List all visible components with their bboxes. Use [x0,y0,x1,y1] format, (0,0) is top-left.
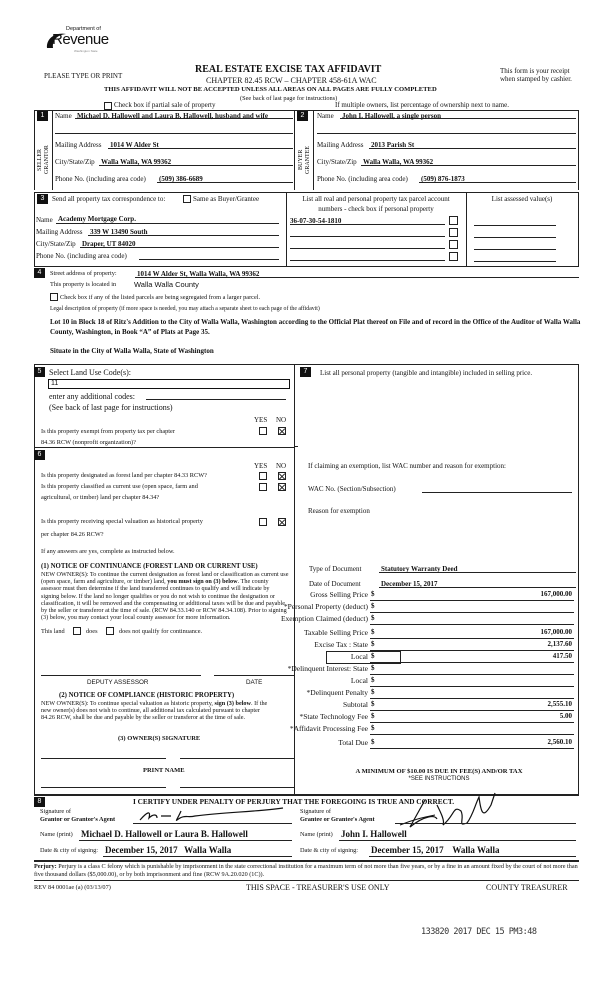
assessed-header: List assessed value(s) [491,195,553,203]
amount-field[interactable] [370,614,574,625]
wac-label: WAC No. (Section/Subsection) [308,485,396,493]
historic-no-checkbox-checked[interactable] [278,518,286,526]
notice-2-text: NEW OWNER(S): To continue special valuation as historic property, sign (3) below. If the new owner(s) does not wish to continue, all additional tax calculated pursuant to chapter 84.26 RCW, shall be due and payable by the seller or transferor at the time of sale. [41,700,268,722]
same-as-buyer-checkbox[interactable] [183,195,191,203]
currency-symbol: $ [371,590,375,598]
doc-type-label: Type of Document [309,565,362,573]
amount-label: Total Due [338,738,368,747]
logo-name: Revenue [52,31,109,48]
grantee-name-print[interactable]: John I. Hallowell [341,829,407,839]
exempt-question-1: Is this property exempt from property tax per chapter [41,428,175,435]
notice-1-text: NEW OWNER(S): To continue the current designation as forest land or classification as current use (open space, farm and agriculture, or timber) land, you must sign on (3) below. The county assessor must then determine if the land transferred continues to qualify and will indicate by signing below. If the land no longer qualifies or you do not wish to continue the designation or classification, it will be removed and the compensating or additional taxes will be due and payable by the seller or transferor at the time of sale. (RCW 84.33.140 or RCW 84.34.108). Prior to signing (3) below, you may contact your local county assessor for more information. [41,571,289,622]
seller-mailing-label: Mailing Address [55,141,102,149]
parcel-number[interactable]: 36-07-30-54-1810 [290,217,342,225]
county[interactable]: Walla Walla County [134,280,199,289]
buyer-phone[interactable]: (509) 876-1873 [421,175,465,183]
amount-label: *Affidavit Processing Fee [289,724,368,733]
currency-symbol: $ [371,676,375,684]
tax-name-label: Name [36,216,53,224]
section-4-number: 4 [34,268,45,278]
owner-signature-label: (3) OWNER(S) SIGNATURE [118,735,201,742]
no-label-6: NO [276,462,287,470]
situate: Situate in the City of Walla Walla, State of Washington [50,347,214,355]
parcel-header-1: List all real and personal property tax parcel account [302,195,450,203]
revenue-logo [44,22,109,62]
multiple-owners-note: If multiple owners, list percentage of ownership next to name. [335,101,509,109]
doc-date[interactable]: December 15, 2017 [381,580,438,588]
does-qualify-checkbox[interactable] [73,627,81,635]
amount-label: *Personal Property (deduct) [283,602,368,611]
amount-field[interactable] [370,700,574,711]
grantee-name-label: Name (print) [300,831,333,838]
located-in-label: This property is located in [50,281,117,288]
form-title: REAL ESTATE EXCISE TAX AFFIDAVIT [195,64,382,75]
legal-description[interactable]: Lot 10 in Block 18 of Ritz's Addition to the City of Walla Walla, Washington according to the Official Plat thereof on File and of record in the Office of the Auditor of Walla Walla County, Washington, in Book “A” of Plats at Page 35. [50,318,581,336]
date-label: DATE [246,679,263,686]
grantor-sig-label-2: Grantor or Grantor's Agent [40,816,116,823]
amount-value: 167,000.00 [540,628,572,636]
buyer-name-label: Name [317,112,334,120]
amount-field[interactable] [370,590,574,601]
treasurer-space-label: THIS SPACE - TREASURER'S USE ONLY [246,883,390,892]
current-use-no-checkbox-checked[interactable] [278,483,286,491]
receipt-note-1: This form is your receipt [500,67,570,75]
segregated-label: Check box if any of the listed parcels are being segregated from a larger parcel. [60,294,261,301]
currency-symbol: $ [371,664,375,672]
current-use-question-2: agricultural, or timber) land per chapter 84.34? [41,494,160,501]
grantor-sig-label-1: Signature of [40,808,71,815]
does-label: does [86,628,98,635]
send-correspondence-label: Send all property tax correspondence to: [52,195,166,203]
seller-grantor-label: SELLER GRANTOR [37,145,50,175]
currency-symbol: $ [371,628,375,636]
tax-city[interactable]: Draper, UT 84020 [82,240,136,248]
minimum-note: A MINIMUM OF $10.00 IS DUE IN FEE(S) AND/OR TAX [355,768,523,775]
currency-symbol: $ [371,700,375,708]
currency-symbol: $ [371,724,375,732]
form-subtitle: CHAPTER 82.45 RCW – CHAPTER 458-61A WAC [206,76,377,85]
section-3-number: 3 [37,194,48,204]
land-use-label: Select Land Use Code(s): [49,368,131,377]
tax-mailing-address[interactable]: 339 W 13490 South [90,228,148,236]
amount-field[interactable] [370,628,574,639]
reason-label: Reason for exemption [308,507,370,515]
amount-label: *Delinquent Interest: State [287,664,368,673]
seller-mailing-address[interactable]: 1014 W Alder St [110,141,159,149]
grantee-signature[interactable] [395,785,505,835]
current-use-question-1: Is this property classified as current use (open space, farm and [41,483,198,490]
buyer-mailing-address[interactable]: 2013 Parish St [371,141,415,149]
currency-symbol: $ [371,688,375,696]
historic-question-2: per chapter 84.26 RCW? [41,531,104,538]
amount-field[interactable] [370,738,574,749]
amount-label: Local [350,652,368,661]
additional-codes-label: enter any additional codes: [49,392,135,401]
seller-city-label: City/State/Zip [55,158,95,166]
assessed-value-field[interactable] [474,249,556,250]
personal-property-checkbox[interactable] [449,216,458,225]
owner-signature-line[interactable] [41,758,166,759]
yes-label-5: YES [254,416,268,424]
grantee-date-city[interactable]: December 15, 2017 Walla Walla [371,845,500,855]
amount-label: Taxable Selling Price [303,628,368,637]
certify-statement: I CERTIFY UNDER PENALTY OF PERJURY THAT THE FOREGOING IS TRUE AND CORRECT. [133,797,455,806]
amount-value: 167,000.00 [540,590,572,598]
exemption-label: If claiming an exemption, list WAC number and reason for exemption: [308,462,506,470]
current-use-yes-checkbox[interactable] [259,483,267,491]
amount-label: *Delinquent Penalty [306,688,368,697]
amount-value: 5.00 [559,712,572,720]
does-not-label: does not qualify for continuance. [119,628,203,635]
buyer-grantee-label: BUYER GRANTEE [298,146,311,174]
receipt-note-2: when stamped by cashier. [500,75,572,83]
historic-question-1: Is this property receiving special valuation as historical property [41,518,203,525]
amount-field[interactable] [370,676,574,687]
amount-field[interactable] [370,640,574,651]
amount-field[interactable] [370,602,574,613]
exempt-no-checkbox-checked[interactable] [278,427,286,435]
buyer-city[interactable]: Walla Walla, WA 99362 [363,158,434,166]
local-jurisdiction-box[interactable] [326,651,401,664]
land-use-code-input[interactable] [48,379,290,389]
amount-value: 417.50 [552,652,572,660]
revision-code: REV 84 0001ae (a) (03/13/07) [34,884,111,891]
grantee-date-label: Date & city of signing: [300,847,359,854]
seller-phone[interactable]: (509) 386-6689 [159,175,203,183]
exempt-question-2: 84.36 RCW (nonprofit organization)? [41,439,136,446]
partial-sale-checkbox[interactable] [104,102,112,110]
cashier-stamp: 133820 2017 DEC 15 PM3:48 [421,927,537,937]
logo-sub: Washington State [74,49,98,53]
same-as-buyer-label: Same as Buyer/Grantee [193,195,260,203]
seller-name-label: Name [55,112,72,120]
logo-dept: Department of [66,26,101,32]
amount-label: Exemption Claimed (deduct) [280,614,368,623]
grantee-sig-label-2: Grantee or Grantee's Agent [300,816,375,823]
print-name-line[interactable] [41,787,166,788]
section-2-number: 2 [297,111,308,121]
personal-property-label: List all personal property (tangible and intangible) included in selling price. [320,369,533,377]
partial-sale-label: Check box if partial sale of property [114,101,216,109]
see-instructions: *SEE INSTRUCTIONS [408,776,470,782]
seller-city[interactable]: Walla Walla, WA 99362 [101,158,172,166]
amount-field[interactable] [370,712,574,723]
tax-phone-label: Phone No. (including area code) [36,252,127,260]
currency-symbol: $ [371,614,375,622]
amount-value: 2,560.10 [547,738,572,746]
currency-symbol: $ [371,640,375,648]
buyer-city-label: City/State/Zip [317,158,357,166]
amount-field[interactable] [370,724,574,735]
segregated-checkbox[interactable] [50,293,58,301]
legal-description-label: Legal description of property (if more space is needed, you may attach a separate sheet to each page of the affidavit) [50,306,320,312]
perjury-note: Perjury: Perjury is a class C felony which is punishable by imprisonment in the state correctional institution for a maximum term of not more than five years, or by a fine in an amount fixed by the court of not more than five thousand dollars ($5,000.00), or by both imprisonment and fine (RCW 9A.20.020 (1C)). [34,863,578,878]
doc-date-label: Date of Document [309,580,361,588]
grantor-date-label: Date & city of signing: [40,847,99,854]
currency-symbol: $ [371,712,375,720]
tax-name[interactable]: Academy Mortgage Corp. [58,215,136,223]
does-not-qualify-checkbox[interactable] [106,627,114,635]
buyer-name[interactable]: John I. Hallowell, a single person [342,112,441,120]
tax-mailing-label: Mailing Address [36,228,83,236]
grantee-sig-label-1: Signature of [300,808,331,815]
amount-label: Excise Tax : State [314,640,368,649]
section-1-number: 1 [37,111,48,121]
please-type: PLEASE TYPE OR PRINT [44,72,123,80]
amount-label: Local [350,676,368,685]
exempt-yes-checkbox[interactable] [259,427,267,435]
doc-type[interactable]: Statutory Warranty Deed [381,565,458,573]
no-label-5: NO [276,416,287,424]
currency-symbol: $ [371,652,375,660]
yes-label-6: YES [254,462,268,470]
if-yes-instruction: If any answers are yes, complete as instructed below. [41,548,175,555]
notice-1-title: (1) NOTICE OF CONTINUANCE (FOREST LAND OR CURRENT USE) [41,563,258,570]
amount-value: 2,137.60 [547,640,572,648]
amount-label: Subtotal [342,700,368,709]
street-address[interactable]: 1014 W Alder St, Walla Walla, WA 99362 [137,270,260,278]
section-7-number: 7 [300,367,311,377]
assessed-value-field[interactable] [474,225,556,226]
print-name-label: PRINT NAME [143,767,185,774]
see-back-5: (See back of last page for instructions) [49,403,173,412]
assessed-value-field[interactable] [474,261,556,262]
parcel-header-2: numbers - check box if personal property [318,205,434,213]
seller-name[interactable]: Michael D. Hallowell and Laura B. Hallowell, husband and wife [77,112,268,120]
amount-field[interactable] [370,664,574,675]
section-6-number: 6 [34,450,45,460]
amount-field[interactable] [370,688,574,699]
currency-symbol: $ [371,602,375,610]
personal-property-checkbox[interactable] [449,240,458,249]
forest-no-checkbox-checked[interactable] [278,472,286,480]
forest-question: Is this property designated as forest land per chapter 84.33 RCW? [41,472,207,479]
amount-label: Gross Selling Price [310,590,368,599]
wac-field[interactable] [422,492,572,493]
assessed-value-field[interactable] [474,237,556,238]
street-address-label: Street address of property: [50,270,117,277]
see-back-note: (See back of last page for instructions) [240,95,338,102]
deputy-assessor-label: DEPUTY ASSESSOR [87,679,149,686]
form-warning: THIS AFFIDAVIT WILL NOT BE ACCEPTED UNLESS ALL AREAS ON ALL PAGES ARE FULLY COMPLETED [104,86,437,93]
seller-phone-label: Phone No. (including area code) [55,175,146,183]
section-8-number: 8 [34,797,45,807]
personal-property-checkbox[interactable] [449,252,458,261]
buyer-phone-label: Phone No. (including area code) [317,175,408,183]
tax-city-label: City/State/Zip [36,240,76,248]
buyer-mailing-label: Mailing Address [317,141,364,149]
forest-yes-checkbox[interactable] [259,472,267,480]
grantor-name-label: Name (print) [40,831,73,838]
land-use-code: 11 [51,380,59,387]
grantor-date-city[interactable]: December 15, 2017 Walla Walla [105,845,232,855]
historic-yes-checkbox[interactable] [259,518,267,526]
section-5-number: 5 [34,367,45,377]
amount-label: *State Technology Fee [299,712,368,721]
notice-2-title: (2) NOTICE OF COMPLIANCE (HISTORIC PROPERTY) [59,692,235,699]
currency-symbol: $ [371,738,375,746]
additional-codes-field[interactable] [146,399,286,400]
this-land-label: This land [41,628,65,635]
personal-property-checkbox[interactable] [449,228,458,237]
county-treasurer-label: COUNTY TREASURER [486,883,568,892]
grantor-name-print[interactable]: Michael D. Hallowell or Laura B. Hallowell [81,829,248,839]
amount-value: 2,555.10 [547,700,572,708]
